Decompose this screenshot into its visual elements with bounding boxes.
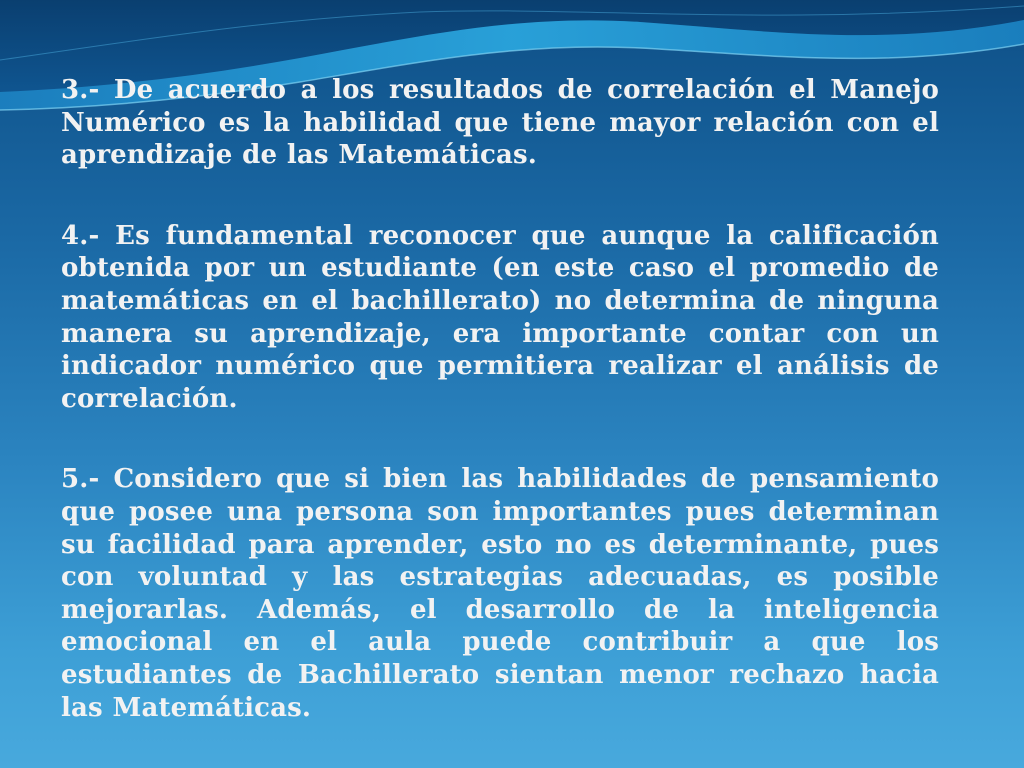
conclusion-paragraph-3: 3.- De acuerdo a los resultados de correlación el Manejo Numérico es la habilidad que tiene mayor relación con el aprendizaje de las Matemáticas. bbox=[61, 75, 939, 171]
conclusion-paragraph-5: 5.- Considero que si bien las habilidades de pensamiento que posee una persona son importantes pues determinan su facilidad para aprender, esto no es determinante, pues con voluntad y las estrategias adecuadas, es posible mejorarlas. Además, el desarrollo de la inteligencia emocional en el aula puede contribuir a que los estudiantes de Bachillerato sientan menor rechazo hacia las Matemáticas. bbox=[61, 464, 939, 723]
slide-body bbox=[61, 74, 939, 724]
conclusion-paragraph-4: 4.- Es fundamental reconocer que aunque la calificación obtenida por un estudiante (en este caso el promedio de matemáticas en el bachillerato) no determina de ninguna manera su aprendizaje, era importante contar con un indicador numérico que permitiera realizar el análisis de correlación. bbox=[61, 220, 939, 414]
